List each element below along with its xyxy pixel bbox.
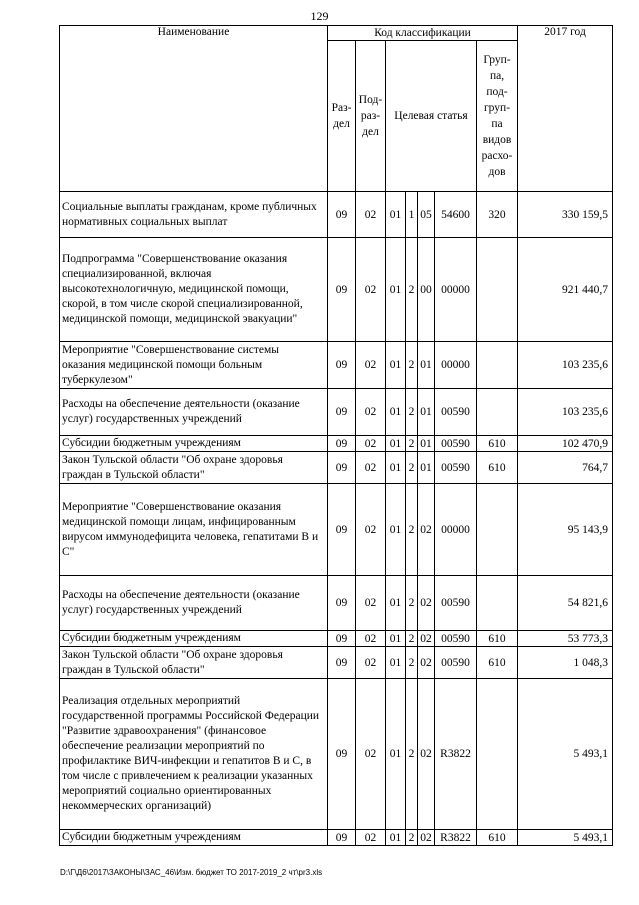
cell-cs4: 54600 (435, 192, 477, 238)
table-row (60, 436, 613, 452)
cell-amount: 103 235,6 (518, 389, 613, 436)
cell-razdel: 09 (328, 342, 356, 389)
cell-cs3: 01 (418, 389, 435, 436)
cell-cs4: R3822 (435, 679, 477, 830)
cell-amount: 54 821,6 (518, 576, 613, 631)
cell-cs3: 05 (418, 192, 435, 238)
table-row (60, 192, 613, 238)
cell-cs1: 01 (386, 631, 406, 647)
cell-cs2: 2 (406, 679, 418, 830)
cell-cs2: 2 (406, 484, 418, 576)
table-row (60, 452, 613, 484)
cell-vid: 610 (477, 452, 518, 484)
cell-vid: 320 (477, 192, 518, 238)
cell-cs1: 01 (386, 436, 406, 452)
cell-name: Мероприятие "Совершенствование оказания медицинской помощи лицам, инфицированным вирусом иммунодефицита человека, гепатитами В и С" (60, 484, 328, 576)
cell-amount: 95 143,9 (518, 484, 613, 576)
table-row (60, 576, 613, 631)
cell-cs4: 00000 (435, 342, 477, 389)
cell-podrazdel: 02 (356, 631, 386, 647)
cell-cs4: 00000 (435, 238, 477, 342)
cell-cs3: 00 (418, 238, 435, 342)
cell-cs1: 01 (386, 830, 406, 846)
cell-cs4: R3822 (435, 830, 477, 846)
cell-cs4: 00000 (435, 484, 477, 576)
cell-razdel: 09 (328, 389, 356, 436)
cell-cs2: 2 (406, 238, 418, 342)
cell-podrazdel: 02 (356, 342, 386, 389)
cell-cs3: 02 (418, 631, 435, 647)
cell-cs1: 01 (386, 484, 406, 576)
cell-podrazdel: 02 (356, 647, 386, 679)
cell-name: Мероприятие "Совершенствование системы оказания медицинской помощи больным туберкулезом" (60, 342, 328, 389)
cell-vid (477, 342, 518, 389)
cell-cs3: 01 (418, 436, 435, 452)
header-name: Наименование (60, 26, 328, 192)
table-row (60, 389, 613, 436)
cell-cs2: 2 (406, 342, 418, 389)
cell-razdel: 09 (328, 192, 356, 238)
cell-cs2: 2 (406, 452, 418, 484)
header-row-top (60, 26, 613, 41)
cell-name: Социальные выплаты гражданам, кроме публичных нормативных социальных выплат (60, 192, 328, 238)
cell-podrazdel: 02 (356, 452, 386, 484)
cell-cs1: 01 (386, 192, 406, 238)
cell-cs4: 00590 (435, 452, 477, 484)
cell-cs3: 01 (418, 342, 435, 389)
cell-name: Подпрограмма "Совершенствование оказания специализированной, включая высокотехнологичную, медицинской помощи, скорой, в том числе скорой специализированной, медицинской помощи, медицинской эвакуации" (60, 238, 328, 342)
cell-amount: 5 493,1 (518, 830, 613, 846)
table-row (60, 830, 613, 846)
cell-name: Расходы на обеспечение деятельности (оказание услуг) государственных учреждений (60, 576, 328, 631)
cell-amount: 921 440,7 (518, 238, 613, 342)
cell-razdel: 09 (328, 830, 356, 846)
cell-podrazdel: 02 (356, 192, 386, 238)
cell-cs1: 01 (386, 389, 406, 436)
cell-name: Субсидии бюджетным учреждениям (60, 436, 328, 452)
cell-cs3: 02 (418, 679, 435, 830)
cell-name: Субсидии бюджетным учреждениям (60, 830, 328, 846)
cell-vid: 610 (477, 647, 518, 679)
cell-vid (477, 484, 518, 576)
cell-cs3: 02 (418, 576, 435, 631)
cell-vid (477, 389, 518, 436)
cell-podrazdel: 02 (356, 238, 386, 342)
cell-cs2: 2 (406, 389, 418, 436)
header-section: Раз- дел (328, 41, 356, 192)
cell-podrazdel: 02 (356, 389, 386, 436)
cell-razdel: 09 (328, 436, 356, 452)
cell-cs1: 01 (386, 647, 406, 679)
budget-table (59, 25, 613, 846)
cell-amount: 53 773,3 (518, 631, 613, 647)
cell-cs3: 01 (418, 452, 435, 484)
cell-cs4: 00590 (435, 389, 477, 436)
table-row (60, 679, 613, 830)
cell-cs2: 2 (406, 647, 418, 679)
cell-vid: 610 (477, 631, 518, 647)
cell-razdel: 09 (328, 647, 356, 679)
cell-cs2: 2 (406, 436, 418, 452)
header-target-article: Целевая статья (386, 41, 477, 192)
cell-podrazdel: 02 (356, 436, 386, 452)
cell-cs1: 01 (386, 576, 406, 631)
cell-razdel: 09 (328, 238, 356, 342)
cell-name: Закон Тульской области "Об охране здоровья граждан в Тульской области" (60, 452, 328, 484)
cell-vid (477, 238, 518, 342)
cell-cs1: 01 (386, 679, 406, 830)
cell-cs3: 02 (418, 484, 435, 576)
cell-podrazdel: 02 (356, 576, 386, 631)
cell-vid: 610 (477, 830, 518, 846)
cell-cs2: 2 (406, 631, 418, 647)
cell-vid (477, 679, 518, 830)
cell-cs4: 00590 (435, 436, 477, 452)
cell-amount: 5 493,1 (518, 679, 613, 830)
cell-cs1: 01 (386, 452, 406, 484)
cell-podrazdel: 02 (356, 484, 386, 576)
cell-cs1: 01 (386, 342, 406, 389)
cell-razdel: 09 (328, 679, 356, 830)
cell-amount: 764,7 (518, 452, 613, 484)
cell-amount: 103 235,6 (518, 342, 613, 389)
table-row (60, 342, 613, 389)
page-number: 129 (310, 9, 329, 23)
header-expense-group: Груп- па, под- груп- па видов расхо- дов (477, 41, 518, 192)
cell-amount: 330 159,5 (518, 192, 613, 238)
table-row (60, 647, 613, 679)
cell-cs3: 02 (418, 830, 435, 846)
cell-podrazdel: 02 (356, 679, 386, 830)
cell-amount: 102 470,9 (518, 436, 613, 452)
cell-cs4: 00590 (435, 631, 477, 647)
cell-vid: 610 (477, 436, 518, 452)
cell-cs1: 01 (386, 238, 406, 342)
cell-podrazdel: 02 (356, 830, 386, 846)
cell-name: Расходы на обеспечение деятельности (оказание услуг) государственных учреждений (60, 389, 328, 436)
cell-name: Субсидии бюджетным учреждениям (60, 631, 328, 647)
cell-cs3: 02 (418, 647, 435, 679)
cell-amount: 1 048,3 (518, 647, 613, 679)
cell-razdel: 09 (328, 576, 356, 631)
cell-cs4: 00590 (435, 647, 477, 679)
table-row (60, 631, 613, 647)
cell-vid (477, 576, 518, 631)
table-row (60, 484, 613, 576)
cell-razdel: 09 (328, 452, 356, 484)
header-subsection: Под- раз- дел (356, 41, 386, 192)
header-year: 2017 год (518, 26, 613, 192)
cell-cs2: 2 (406, 830, 418, 846)
cell-razdel: 09 (328, 631, 356, 647)
cell-cs2: 1 (406, 192, 418, 238)
cell-cs4: 00590 (435, 576, 477, 631)
cell-razdel: 09 (328, 484, 356, 576)
cell-name: Реализация отдельных мероприятий государственной программы Российской Федерации "Развитие здравоохранения" (финансовое обеспечение реализации мероприятий по профилактике ВИЧ-инфекции и гепатитов В и С, в том числе с привлечением к реализации указанных мероприятий социально ориентированных некоммерческих организаций) (60, 679, 328, 830)
table-row (60, 238, 613, 342)
file-path-footer: D:\Г\Д6\2017\ЗАКОНЫ\ЗАС_46\Изм. бюджет ТО 2017-2019_2 чт\pr3.xls (60, 868, 323, 877)
cell-cs2: 2 (406, 576, 418, 631)
cell-name: Закон Тульской области "Об охране здоровья граждан в Тульской области" (60, 647, 328, 679)
header-code-group: Код классификации (328, 26, 518, 41)
